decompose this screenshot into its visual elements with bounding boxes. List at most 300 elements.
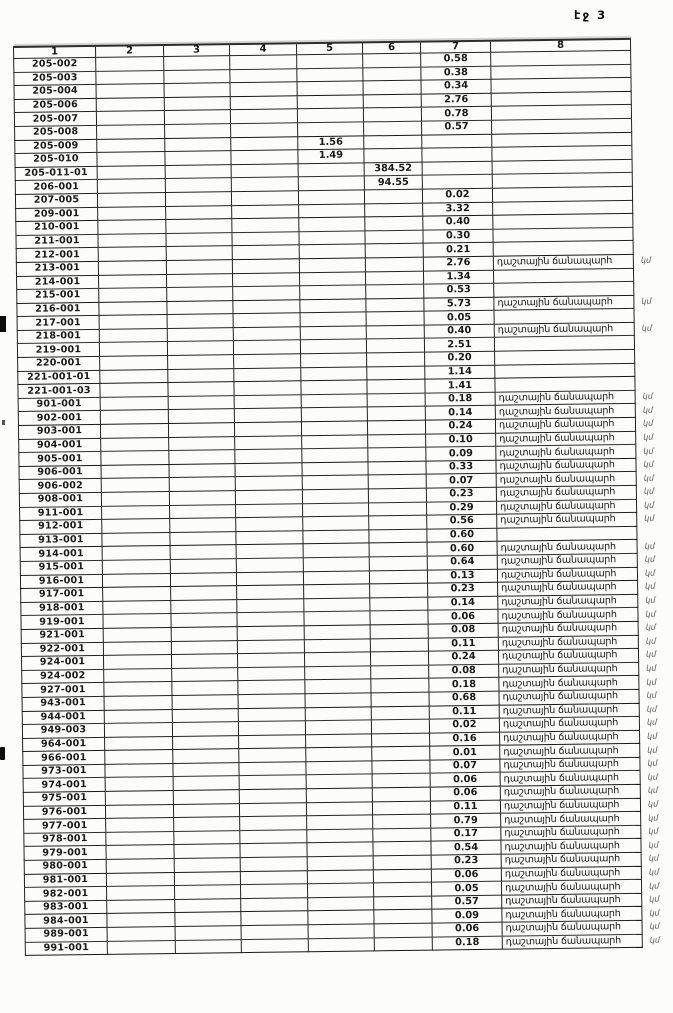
empty-cell-2 <box>99 274 167 288</box>
empty-cell-4 <box>235 476 302 490</box>
empty-cell-4 <box>230 68 297 82</box>
empty-cell-3 <box>164 83 230 97</box>
margin-annotation: կմ <box>645 650 657 660</box>
margin-annotation <box>635 363 671 377</box>
empty-cell-2 <box>97 152 165 166</box>
value-cell-6 <box>373 855 431 869</box>
empty-cell-4 <box>232 272 299 286</box>
header-col-3: 3 <box>164 44 230 56</box>
road-type-cell: դաշտային ճանապարհ <box>501 880 641 895</box>
value-cell-7: 0.23 <box>431 854 501 869</box>
empty-cell-3 <box>171 613 237 627</box>
empty-cell-3 <box>167 300 233 314</box>
empty-cell-3 <box>170 518 236 532</box>
empty-cell-3 <box>169 450 235 464</box>
value-cell-6 <box>366 284 424 298</box>
empty-cell-4 <box>236 531 303 545</box>
empty-cell-3 <box>164 96 230 110</box>
margin-annotation: կմ <box>648 853 659 864</box>
empty-cell-4 <box>235 449 302 463</box>
margin-annotation <box>634 308 670 322</box>
value-cell-5 <box>307 869 373 883</box>
value-cell-5: 1.56 <box>298 135 364 149</box>
road-type-cell: դաշտային ճանապարհ <box>497 567 637 582</box>
value-cell-6 <box>371 719 429 733</box>
empty-cell-3 <box>168 382 234 396</box>
empty-cell-4 <box>237 598 304 612</box>
empty-cell-2 <box>104 682 172 696</box>
empty-cell-2 <box>98 206 166 220</box>
empty-cell-3 <box>173 762 239 776</box>
margin-annotation: կմ <box>641 323 652 333</box>
parcel-code-cell: 975-001 <box>23 791 105 806</box>
parcel-code-cell: 902-001 <box>18 411 100 426</box>
value-cell-6 <box>367 420 425 434</box>
empty-cell-3 <box>168 355 234 369</box>
parcel-code-cell: 212-001 <box>16 248 98 263</box>
parcel-code-cell: 979-001 <box>24 846 106 861</box>
road-type-cell: դաշտային ճանապարհ <box>499 662 639 677</box>
header-col-5: 5 <box>296 42 362 54</box>
empty-cell-3 <box>170 545 236 559</box>
margin-annotation: կմ <box>647 731 658 741</box>
margin-annotation <box>633 227 669 241</box>
value-cell-7: 0.40 <box>423 215 493 230</box>
empty-cell-2 <box>96 111 164 125</box>
parcel-code-cell: 964-001 <box>23 737 105 752</box>
value-cell-5 <box>303 543 369 557</box>
empty-cell-2 <box>99 342 167 356</box>
value-cell-7: 0.29 <box>427 501 497 516</box>
parcel-code-cell: 905-001 <box>19 452 101 467</box>
road-type-cell: դաշտային ճանապարհ <box>500 798 640 813</box>
parcel-code-cell: 943-001 <box>22 696 104 711</box>
margin-annotation: կմ <box>646 677 657 687</box>
empty-cell-3 <box>170 504 236 518</box>
value-cell-6 <box>367 393 425 407</box>
parcel-code-cell: 911-001 <box>20 506 102 521</box>
margin-annotation <box>632 132 668 146</box>
road-type-cell: դաշտային ճանապարհ <box>498 594 638 609</box>
margin-annotation: կմ <box>649 894 660 904</box>
value-cell-6 <box>373 869 431 883</box>
road-type-cell: դաշտային ճանապարհ <box>499 716 639 731</box>
value-cell-6 <box>372 733 430 747</box>
value-cell-6 <box>373 828 431 842</box>
empty-cell-4 <box>237 626 304 640</box>
margin-annotation <box>631 91 667 105</box>
value-cell-6 <box>365 257 423 271</box>
value-cell-7: 0.16 <box>430 732 500 747</box>
value-cell-7: 0.30 <box>423 229 493 244</box>
empty-cell-2 <box>101 437 169 451</box>
value-cell-7 <box>422 147 492 162</box>
value-cell-6 <box>369 502 427 516</box>
road-type-cell: դաշտային ճանապարհ <box>500 744 640 759</box>
empty-cell-4 <box>231 123 298 137</box>
empty-cell-4 <box>240 843 307 857</box>
margin-annotation: կմ <box>644 568 656 578</box>
margin-annotation: կմ <box>647 745 658 755</box>
empty-cell-3 <box>166 260 232 274</box>
empty-cell-2 <box>99 288 167 302</box>
parcel-code-cell: 974-001 <box>23 778 105 793</box>
road-type-cell: դաշտային ճանապարհ <box>500 771 640 786</box>
empty-cell-4 <box>238 707 305 721</box>
value-cell-7: 0.06 <box>431 868 501 883</box>
parcel-code-cell: 904-001 <box>19 438 101 453</box>
empty-cell-2 <box>102 573 170 587</box>
empty-cell-2 <box>97 138 165 152</box>
empty-cell-4 <box>236 544 303 558</box>
margin-annotation <box>632 118 668 132</box>
empty-cell-3 <box>166 205 232 219</box>
empty-cell-4 <box>232 231 299 245</box>
value-cell-7: 0.57 <box>432 895 502 910</box>
empty-cell-3 <box>169 463 235 477</box>
road-type-cell: դաշտային ճանապարհ <box>502 934 642 949</box>
value-cell-6 <box>365 203 423 217</box>
road-type-cell: դաշտային ճանապարհ <box>499 676 639 691</box>
data-table <box>13 37 673 956</box>
value-cell-5 <box>301 394 367 408</box>
value-cell-5 <box>304 611 370 625</box>
empty-cell-3 <box>165 137 231 151</box>
parcel-code-cell: 205-006 <box>14 98 96 113</box>
empty-cell-4 <box>234 422 301 436</box>
value-cell-7: 1.14 <box>425 365 495 380</box>
empty-cell-3 <box>172 722 238 736</box>
road-type-cell: դաշտային ճանապարհ <box>497 540 637 555</box>
value-cell-5 <box>299 217 365 231</box>
empty-cell-2 <box>100 396 168 410</box>
value-cell-5 <box>300 285 366 299</box>
value-cell-7: 5.73 <box>424 297 494 312</box>
empty-cell-4 <box>232 204 299 218</box>
parcel-code-cell: 209-001 <box>16 207 98 222</box>
parcel-code-cell: 981-001 <box>24 873 106 888</box>
value-cell-6 <box>367 366 425 380</box>
value-cell-5 <box>307 883 373 897</box>
value-cell-7: 0.23 <box>426 487 496 502</box>
empty-cell-4 <box>232 245 299 259</box>
parcel-code-cell: 949-003 <box>22 723 104 738</box>
value-cell-6 <box>370 638 428 652</box>
empty-cell-4 <box>239 802 306 816</box>
header-margin-spacer <box>630 38 666 50</box>
value-cell-7: 0.08 <box>428 623 498 638</box>
road-type-cell: դաշտային ճանապարհ <box>496 499 636 514</box>
value-cell-6 <box>368 488 426 502</box>
empty-cell-2 <box>105 804 173 818</box>
empty-cell-3 <box>173 790 239 804</box>
value-cell-7 <box>422 175 492 190</box>
parcel-code-cell: 973-001 <box>23 764 105 779</box>
empty-cell-3 <box>170 572 236 586</box>
empty-cell-2 <box>106 831 174 845</box>
value-cell-7: 0.68 <box>429 691 499 706</box>
value-cell-5 <box>303 557 369 571</box>
empty-cell-2 <box>107 899 175 913</box>
value-cell-5 <box>305 666 371 680</box>
empty-cell-3 <box>171 586 237 600</box>
value-cell-6 <box>364 189 422 203</box>
value-cell-7: 0.02 <box>422 188 492 203</box>
parcel-code-cell: 976-001 <box>23 805 105 820</box>
value-cell-5 <box>300 312 366 326</box>
margin-annotation: կմ <box>645 609 656 619</box>
value-cell-5 <box>305 693 371 707</box>
value-cell-6 <box>372 760 430 774</box>
value-cell-6 <box>369 542 427 556</box>
value-cell-5 <box>300 339 366 353</box>
empty-cell-3 <box>174 871 240 885</box>
margin-annotation: կմ <box>645 636 657 646</box>
value-cell-5 <box>297 108 363 122</box>
margin-annotation <box>635 376 671 390</box>
parcel-code-cell: 916-001 <box>20 574 102 589</box>
value-cell-6 <box>365 271 423 285</box>
value-cell-7: 0.53 <box>424 283 494 298</box>
margin-annotation <box>632 186 668 200</box>
value-cell-5 <box>302 435 368 449</box>
empty-cell-4 <box>241 911 308 925</box>
empty-cell-3 <box>164 69 230 83</box>
empty-cell-3 <box>173 803 239 817</box>
empty-cell-3 <box>174 858 240 872</box>
road-type-cell: դաշտային ճանապարհ <box>498 635 638 650</box>
empty-cell-2 <box>102 532 170 546</box>
parcel-code-cell: 210-001 <box>16 221 98 236</box>
empty-cell-2 <box>101 491 169 505</box>
road-type-cell: դաշտային ճանապարհ <box>495 390 635 405</box>
empty-cell-3 <box>172 708 238 722</box>
value-cell-5 <box>306 802 372 816</box>
value-cell-7: 0.08 <box>429 664 499 679</box>
value-cell-5 <box>304 584 370 598</box>
parcel-code-cell: 215-001 <box>17 288 99 303</box>
value-cell-5 <box>300 326 366 340</box>
value-cell-6 <box>369 515 427 529</box>
value-cell-6 <box>363 80 421 94</box>
margin-annotation: կմ <box>644 500 655 510</box>
value-cell-5 <box>303 570 369 584</box>
empty-cell-3 <box>174 830 240 844</box>
parcel-code-cell: 219-001 <box>17 343 99 358</box>
empty-cell-4 <box>238 680 305 694</box>
empty-cell-2 <box>104 709 172 723</box>
empty-cell-3 <box>166 232 232 246</box>
value-cell-7: 0.38 <box>421 66 491 81</box>
value-cell-7 <box>422 134 492 149</box>
road-type-cell: դաշտային ճանապարհ <box>498 608 638 623</box>
page-number-label: էջ 3 <box>574 8 608 22</box>
value-cell-7: 2.76 <box>421 93 491 108</box>
empty-cell-4 <box>240 870 307 884</box>
empty-cell-2 <box>100 356 168 370</box>
margin-annotation: կմ <box>644 541 655 551</box>
empty-cell-3 <box>166 273 232 287</box>
empty-cell-3 <box>173 749 239 763</box>
empty-cell-2 <box>101 464 169 478</box>
value-cell-5 <box>299 258 365 272</box>
value-cell-6 <box>371 665 429 679</box>
road-type-cell: դաշտային ճանապարհ <box>493 254 633 269</box>
value-cell-7: 0.21 <box>423 243 493 258</box>
road-type-cell: դաշտային ճանապարհ <box>502 893 642 908</box>
empty-cell-2 <box>96 70 164 84</box>
value-cell-6 <box>368 434 426 448</box>
parcel-code-cell: 927-001 <box>22 683 104 698</box>
value-cell-5 <box>306 774 372 788</box>
margin-annotation: կմ <box>643 446 654 456</box>
empty-cell-2 <box>107 940 175 954</box>
margin-annotation: կմ <box>645 582 656 592</box>
value-cell-7: 1.41 <box>425 378 495 393</box>
empty-cell-3 <box>169 436 235 450</box>
parcel-code-cell: 977-001 <box>24 819 106 834</box>
value-cell-5 <box>303 502 369 516</box>
road-type-cell: դաշտային ճանապարհ <box>500 784 640 799</box>
parcel-code-cell: 922-001 <box>21 642 103 657</box>
value-cell-5 <box>300 299 366 313</box>
value-cell-5 <box>298 176 364 190</box>
empty-cell-2 <box>103 587 171 601</box>
value-cell-5 <box>302 489 368 503</box>
margin-annotation: կմ <box>642 405 654 415</box>
value-cell-7: 0.06 <box>430 786 500 801</box>
empty-cell-4 <box>237 585 304 599</box>
value-cell-7: 0.17 <box>431 827 501 842</box>
empty-cell-4 <box>233 286 300 300</box>
empty-cell-4 <box>241 925 308 939</box>
value-cell-6 <box>370 624 428 638</box>
empty-cell-3 <box>172 667 238 681</box>
empty-cell-3 <box>165 164 231 178</box>
empty-cell-4 <box>241 898 308 912</box>
empty-cell-2 <box>101 451 169 465</box>
header-col-1: 1 <box>14 46 96 59</box>
road-type-cell: դաշտային ճանապարհ <box>501 852 641 867</box>
header-col-6: 6 <box>362 42 420 54</box>
value-cell-7: 2.51 <box>424 338 494 353</box>
empty-cell-2 <box>102 505 170 519</box>
empty-cell-4 <box>239 789 306 803</box>
empty-cell-3 <box>171 654 237 668</box>
empty-cell-4 <box>230 55 297 69</box>
empty-cell-2 <box>97 165 165 179</box>
value-cell-5 <box>304 652 370 666</box>
road-type-cell: դաշտային ճանապարհ <box>497 513 637 528</box>
parcel-code-cell: 205-008 <box>15 125 97 140</box>
value-cell-5 <box>306 747 372 761</box>
parcel-code-cell: 915-001 <box>20 560 102 575</box>
value-cell-7: 0.11 <box>428 637 498 652</box>
margin-annotation: կմ <box>643 473 654 483</box>
value-cell-7: 0.06 <box>428 610 498 625</box>
empty-cell-3 <box>168 409 234 423</box>
value-cell-5 <box>306 788 372 802</box>
margin-annotation: կմ <box>640 255 652 266</box>
empty-cell-2 <box>97 192 165 206</box>
empty-cell-4 <box>239 748 306 762</box>
value-cell-5 <box>305 720 371 734</box>
value-cell-6 <box>373 842 431 856</box>
parcel-code-cell: 983-001 <box>25 900 107 915</box>
empty-cell-2 <box>102 559 170 573</box>
value-cell-6 <box>366 325 424 339</box>
value-cell-5 <box>299 203 365 217</box>
value-cell-5 <box>308 910 374 924</box>
empty-cell-2 <box>106 845 174 859</box>
header-col-2: 2 <box>96 45 164 57</box>
value-cell-6 <box>374 909 432 923</box>
road-type-cell: դաշտային ճանապարհ <box>496 431 636 446</box>
margin-annotation: կմ <box>647 758 658 768</box>
road-type-cell: դաշտային ճանապարհ <box>494 295 634 310</box>
empty-cell-3 <box>173 735 239 749</box>
parcel-code-cell: 205-002 <box>14 57 96 72</box>
value-cell-6 <box>372 787 430 801</box>
value-cell-7: 0.23 <box>428 582 498 597</box>
parcel-code-cell: 919-001 <box>21 615 103 630</box>
value-cell-5 <box>298 190 364 204</box>
parcel-code-cell: 906-002 <box>19 479 101 494</box>
value-cell-6 <box>372 746 430 760</box>
value-cell-7: 0.57 <box>422 120 492 135</box>
value-cell-6 <box>363 53 421 67</box>
scan-artifact <box>0 747 5 760</box>
value-cell-7: 0.06 <box>432 922 502 937</box>
value-cell-6 <box>373 814 431 828</box>
empty-cell-3 <box>165 192 231 206</box>
value-cell-6 <box>363 67 421 81</box>
empty-cell-3 <box>171 640 237 654</box>
value-cell-7: 0.13 <box>427 569 497 584</box>
parcel-code-cell: 211-001 <box>16 234 98 249</box>
road-type-cell: դաշտային ճանապարհ <box>501 866 641 881</box>
header-col-4: 4 <box>229 43 296 55</box>
parcel-code-cell: 206-001 <box>15 180 97 195</box>
empty-cell-3 <box>169 491 235 505</box>
empty-cell-4 <box>231 150 298 164</box>
empty-cell-2 <box>99 315 167 329</box>
empty-cell-3 <box>175 898 241 912</box>
empty-cell-2 <box>99 328 167 342</box>
empty-cell-2 <box>98 247 166 261</box>
empty-cell-4 <box>233 327 300 341</box>
value-cell-7: 0.78 <box>421 107 491 122</box>
empty-cell-2 <box>104 695 172 709</box>
empty-cell-2 <box>100 383 168 397</box>
margin-annotation: կմ <box>648 840 659 850</box>
value-cell-5 <box>307 856 373 870</box>
margin-annotation: կմ <box>643 459 654 469</box>
value-cell-6 <box>365 216 423 230</box>
empty-cell-4 <box>234 381 301 395</box>
value-cell-5 <box>307 829 373 843</box>
value-cell-6 <box>373 882 431 896</box>
empty-cell-4 <box>235 463 302 477</box>
value-cell-7: 0.20 <box>425 351 495 366</box>
value-cell-6: 94.55 <box>364 175 422 189</box>
value-cell-6 <box>370 583 428 597</box>
value-cell-6 <box>366 298 424 312</box>
empty-cell-4 <box>231 177 298 191</box>
empty-cell-4 <box>239 734 306 748</box>
margin-annotation <box>633 267 669 281</box>
parcel-code-cell: 220-001 <box>18 356 100 371</box>
